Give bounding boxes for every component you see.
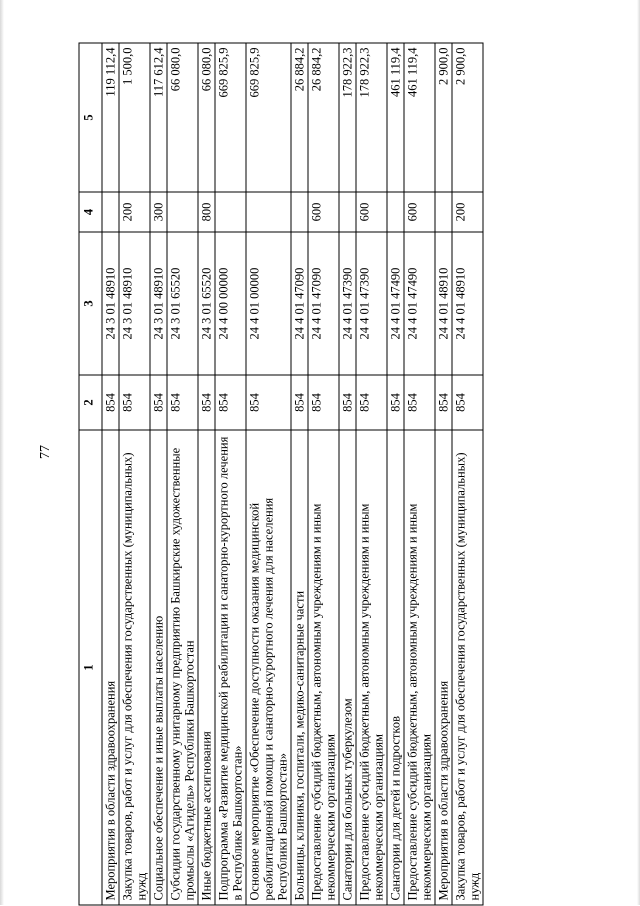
table-row: [452, 43, 483, 905]
header-cell-5: 5: [79, 43, 102, 192]
row-name-cell: Санатории для больных туберкулезом: [339, 430, 356, 905]
row-target-cell: 24 4 01 47490: [387, 232, 404, 375]
row-name-cell: Предоставление субсидий бюджетным, автономным учреждениям и иным некоммерческим организациям: [308, 430, 339, 905]
row-amount-cell: 669 825,9: [246, 43, 291, 192]
row-target-cell: 24 4 01 47090: [291, 232, 308, 375]
row-code-cell: 854: [404, 375, 435, 430]
row-amount-cell: 669 825,9: [215, 43, 246, 192]
header-cell-2: 2: [79, 375, 102, 430]
table-row: [102, 43, 119, 905]
table-row: [119, 43, 150, 905]
row-amount-cell: 178 922,3: [339, 43, 356, 192]
budget-table: [79, 43, 484, 906]
row-code-cell: 854: [356, 375, 387, 430]
row-code-cell: 854: [308, 375, 339, 430]
row-amount-cell: 178 922,3: [356, 43, 387, 192]
row-target-cell: 24 4 01 00000: [246, 232, 291, 375]
row-amount-cell: 461 119,4: [387, 43, 404, 192]
row-name-cell: Социальное обеспечение и иные выплаты населению: [150, 430, 167, 905]
row-vr-cell: [291, 192, 308, 232]
header-cell-3: 3: [79, 232, 102, 375]
row-target-cell: 24 4 01 47390: [356, 232, 387, 375]
row-vr-cell: [215, 192, 246, 232]
row-target-cell: 24 4 01 48910: [452, 232, 483, 375]
table-row: [387, 43, 404, 905]
row-vr-cell: 200: [452, 192, 483, 232]
row-target-cell: 24 4 00 00000: [215, 232, 246, 375]
table-row: [404, 43, 435, 905]
row-target-cell: 24 4 01 47390: [339, 232, 356, 375]
table-row: [291, 43, 308, 905]
row-code-cell: 854: [215, 375, 246, 430]
row-amount-cell: 26 884,2: [291, 43, 308, 192]
row-target-cell: 24 3 01 48910: [150, 232, 167, 375]
row-vr-cell: 600: [356, 192, 387, 232]
table-row: [246, 43, 291, 905]
row-name-cell: Санатории для детей и подростков: [387, 430, 404, 905]
row-code-cell: 854: [198, 375, 215, 430]
row-vr-cell: 300: [150, 192, 167, 232]
row-code-cell: 854: [339, 375, 356, 430]
row-target-cell: 24 4 01 47490: [404, 232, 435, 375]
row-name-cell: Субсидии государственному унитарному предприятию Башкирские художественные промыслы «Агидель» Республики Башкортостан: [167, 430, 198, 905]
table-body: [102, 43, 483, 905]
row-name-cell: Предоставление субсидий бюджетным, автономным учреждениям и иным некоммерческим организациям: [356, 430, 387, 905]
row-amount-cell: 1 500,0: [119, 43, 150, 192]
row-vr-cell: 600: [308, 192, 339, 232]
page-number: 77: [38, 445, 53, 459]
table-row: [150, 43, 167, 905]
row-name-cell: Мероприятия в области здравоохранения: [102, 430, 119, 905]
row-name-cell: Основное мероприятие «Обеспечение доступности оказания медицинской реабилитационной помощи и санаторно-курортного лечения для населения Республики Башкортостан»: [246, 430, 291, 905]
row-target-cell: 24 4 01 47090: [308, 232, 339, 375]
row-code-cell: 854: [435, 375, 452, 430]
row-name-cell: Подпрограмма «Развитие медицинской реабилитации и санаторно-курортного лечения в Республике Башкортостан»: [215, 430, 246, 905]
row-vr-cell: 600: [404, 192, 435, 232]
row-target-cell: 24 4 01 48910: [435, 232, 452, 375]
row-target-cell: 24 3 01 65520: [198, 232, 215, 375]
row-code-cell: 854: [119, 375, 150, 430]
header-row: [79, 43, 102, 905]
table-row: [167, 43, 198, 905]
row-amount-cell: 117 612,4: [150, 43, 167, 192]
row-code-cell: 854: [452, 375, 483, 430]
row-amount-cell: 66 080,0: [198, 43, 215, 192]
row-amount-cell: 26 884,2: [308, 43, 339, 192]
row-vr-cell: [246, 192, 291, 232]
row-code-cell: 854: [167, 375, 198, 430]
row-name-cell: Мероприятия в области здравоохранения: [435, 430, 452, 905]
row-name-cell: Закупка товаров, работ и услуг для обеспечения государственных (муниципальных) нужд: [119, 430, 150, 905]
row-name-cell: Иные бюджетные ассигнования: [198, 430, 215, 905]
row-vr-cell: [387, 192, 404, 232]
row-target-cell: 24 3 01 48910: [102, 232, 119, 375]
table-row: [356, 43, 387, 905]
row-target-cell: 24 3 01 65520: [167, 232, 198, 375]
header-cell-1: 1: [79, 430, 102, 905]
row-vr-cell: [102, 192, 119, 232]
row-vr-cell: [167, 192, 198, 232]
row-name-cell: Больницы, клиники, госпитали, медико-санитарные части: [291, 430, 308, 905]
row-amount-cell: 2 900,0: [435, 43, 452, 192]
table-row: [308, 43, 339, 905]
row-vr-cell: [435, 192, 452, 232]
row-code-cell: 854: [387, 375, 404, 430]
row-vr-cell: [339, 192, 356, 232]
row-code-cell: 854: [291, 375, 308, 430]
scan-edge-left: [0, 0, 4, 905]
row-code-cell: 854: [246, 375, 291, 430]
row-target-cell: 24 3 01 48910: [119, 232, 150, 375]
header-cell-4: 4: [79, 192, 102, 232]
table-row: [339, 43, 356, 905]
budget-table-rotated: [79, 44, 522, 906]
row-name-cell: Закупка товаров, работ и услуг для обеспечения государственных (муниципальных) нужд: [452, 430, 483, 905]
table-row: [435, 43, 452, 905]
row-vr-cell: 200: [119, 192, 150, 232]
row-code-cell: 854: [150, 375, 167, 430]
row-code-cell: 854: [102, 375, 119, 430]
row-amount-cell: 119 112,4: [102, 43, 119, 192]
row-amount-cell: 461 119,4: [404, 43, 435, 192]
table-row: [215, 43, 246, 905]
row-name-cell: Предоставление субсидий бюджетным, автономным учреждениям и иным некоммерческим организациям: [404, 430, 435, 905]
row-amount-cell: 66 080,0: [167, 43, 198, 192]
row-amount-cell: 2 900,0: [452, 43, 483, 192]
row-vr-cell: 800: [198, 192, 215, 232]
table-row: [198, 43, 215, 905]
